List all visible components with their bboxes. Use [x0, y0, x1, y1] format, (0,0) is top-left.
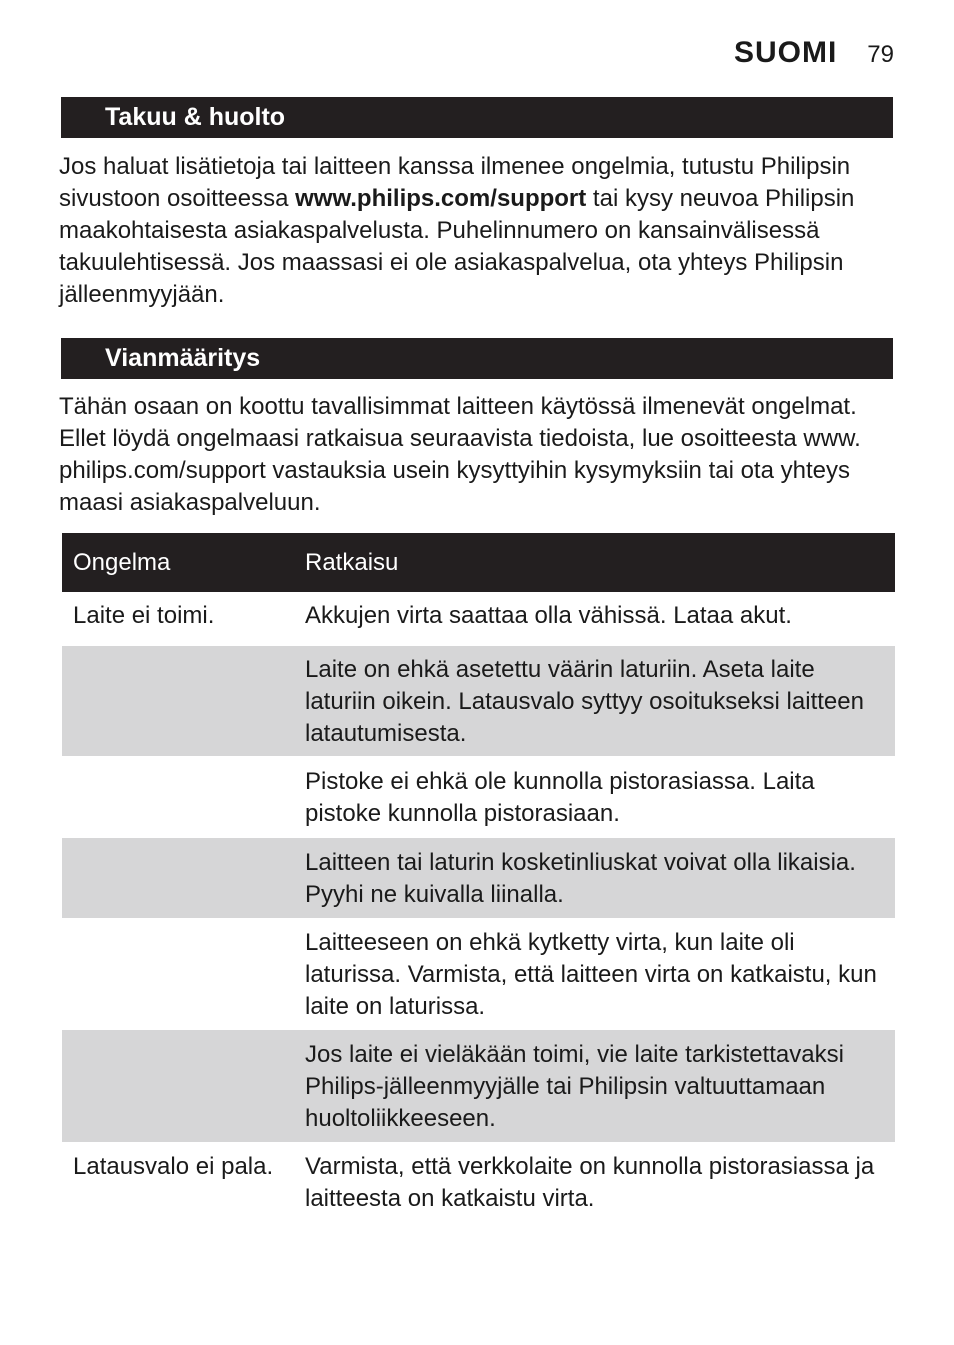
solution-cell: Jos laite ei vieläkään toimi, vie laite tarkistettavaksi Philips-jälleenmyyjälle tai Philipsin valtuuttamaan huoltoliikkeeseen. [305, 1041, 844, 1132]
problem-cell [62, 1039, 305, 1135]
solution-cell: Laite on ehkä asetettu väärin laturiin. Aseta laite laturiin oikein. Latausvalo syttyy osoitukseksi laitteen latautumisesta. [305, 656, 864, 747]
troubleshooting-paragraph: Tähän osaan on koottu tavallisimmat laitteen käytössä ilmenevät ongelmat. Ellet löydä ongelmaasi ratkaisua seuraavista tiedoista, lue osoitteesta www. philips.com/support vastauksia usein kysyttyihin kysymyksiin tai ota yhteys maasi asiakaspalveluun. [59, 393, 861, 516]
table-row [62, 592, 895, 640]
problem-cell [62, 847, 305, 911]
table-row [62, 838, 895, 918]
header-problem: Ongelma [73, 548, 171, 576]
problem-cell: Latausvalo ei pala. [73, 1153, 274, 1180]
page-header [734, 36, 894, 70]
problem-cell [62, 654, 305, 750]
section-heading-warranty: Takuu & huolto [61, 97, 893, 138]
language-label: SUOMI [733, 36, 838, 69]
solution-cell: Laitteeseen on ehkä kytketty virta, kun laite oli laturissa. Varmista, että laitteen virta on katkaistu, kun laite on laturissa. [305, 929, 877, 1020]
table-row [62, 1030, 895, 1142]
troubleshooting-table [62, 533, 895, 1222]
problem-cell [62, 766, 305, 830]
support-link[interactable]: www.philips.com/support [295, 185, 587, 212]
solution-cell: Akkujen virta saattaa olla vähissä. Lataa akut. [305, 602, 792, 629]
solution-cell: Varmista, että verkkolaite on kunnolla pistorasiassa ja laitteesta on katkaistu virta. [305, 1153, 875, 1212]
header-solution: Ratkaisu [305, 548, 399, 576]
page-number: 79 [867, 41, 894, 68]
warranty-text-start: Jos haluat lisätietoja tai laitteen kanssa ilmenee ongelmia, tutustu Philipsin sivustoon osoitteessa [59, 153, 851, 212]
warranty-paragraph [59, 151, 909, 311]
problem-cell: Laite ei toimi. [73, 602, 215, 629]
table-row [62, 756, 895, 838]
section-heading-troubleshooting: Vianmääritys [61, 338, 893, 379]
table-row [62, 1142, 895, 1222]
table-row [62, 646, 895, 756]
solution-cell: Pistoke ei ehkä ole kunnolla pistorasiassa. Laita pistoke kunnolla pistorasiaan. [305, 768, 815, 827]
warranty-text-end: tai kysy neuvoa Philipsin maakohtaisesta asiakaspalvelusta. Puhelinnumero on kansainvälisessä takuulehtisessä. Jos maassasi ei ole asiakaspalvelua, ota yhteys Philipsin jälleenmyyjään. [59, 185, 855, 308]
table-row [62, 918, 895, 1030]
problem-cell [62, 927, 305, 1023]
table-header [62, 533, 895, 592]
solution-cell: Laitteen tai laturin kosketinliuskat voivat olla likaisia. Pyyhi ne kuivalla liinalla. [305, 849, 856, 908]
